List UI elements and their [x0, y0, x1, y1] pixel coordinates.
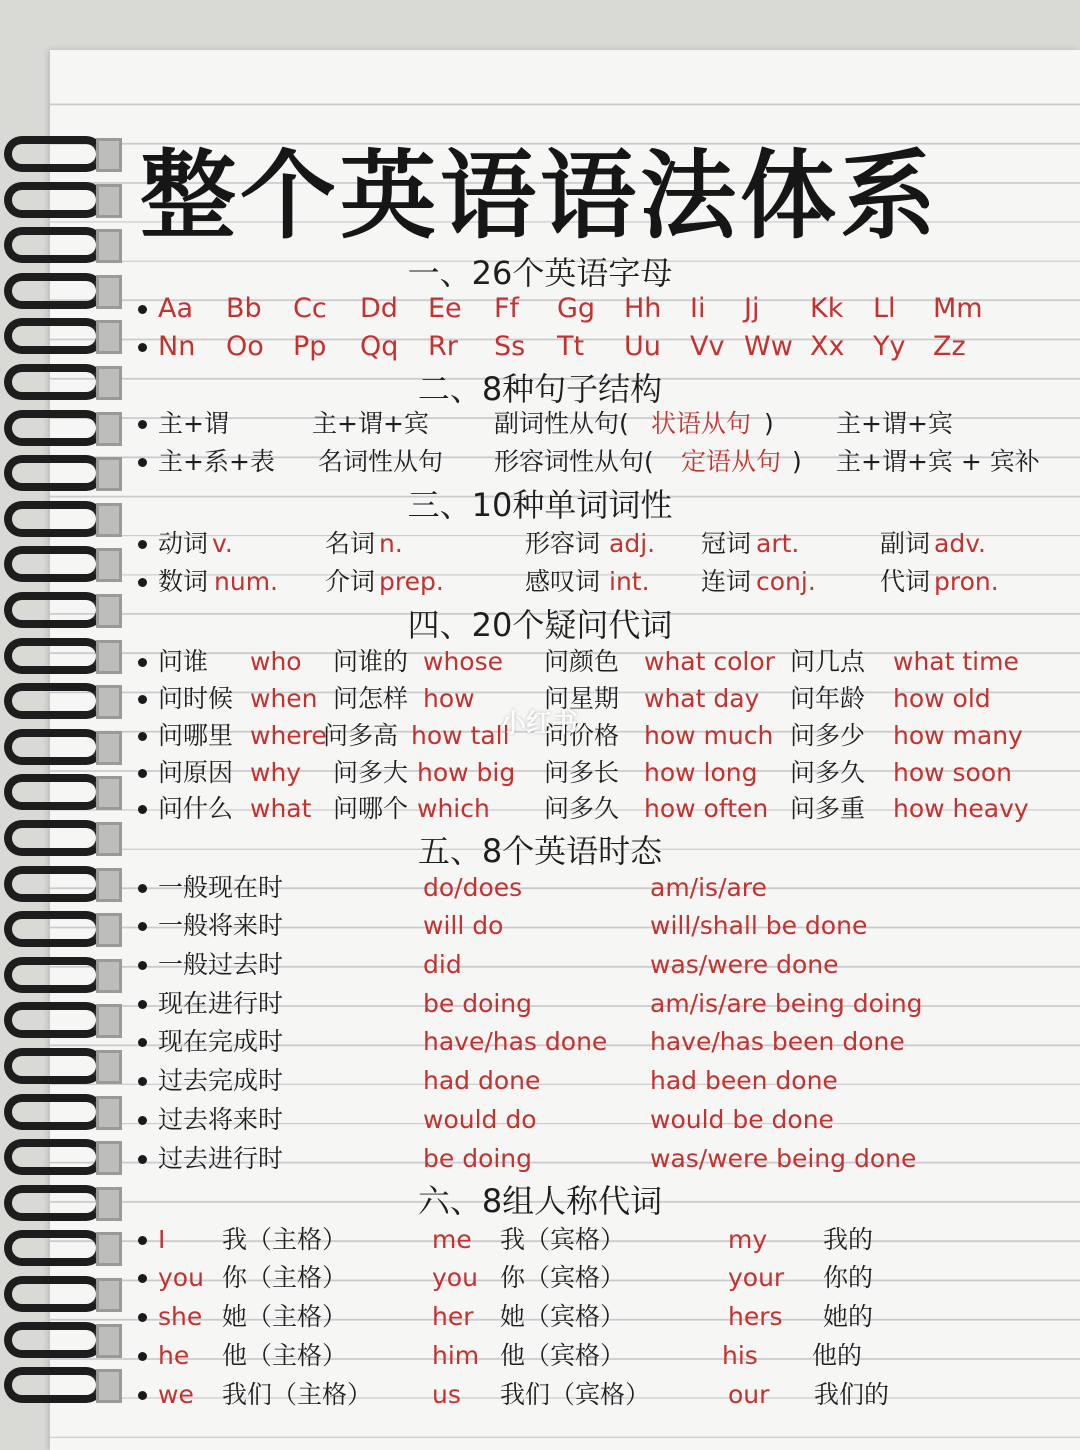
letter-row	[0, 293, 1080, 331]
tense-row	[0, 1026, 1080, 1064]
tense-item: have/has done	[423, 1027, 608, 1056]
tense-item: 现在进行时	[158, 989, 284, 1018]
bullet-dot	[138, 1391, 147, 1400]
section-heading-questions: 四、20个疑问代词	[407, 606, 673, 644]
bullet-dot	[138, 769, 147, 778]
question-item: 问哪里	[158, 721, 234, 750]
bullet-dot	[138, 1116, 147, 1125]
pos-item: num.	[214, 567, 278, 596]
letter-pair: Rr	[428, 331, 458, 362]
question-item: 问多久	[790, 758, 866, 787]
pos-item: adv.	[934, 529, 986, 558]
letter-pair: Dd	[360, 293, 398, 324]
pos-item: 介词	[325, 567, 376, 596]
watermark-text: 小红书	[500, 709, 579, 739]
tense-item: 过去进行时	[158, 1144, 284, 1173]
structure-item: 名词性从句	[318, 447, 444, 476]
pronoun-item: 他的	[812, 1341, 863, 1370]
structure-item: )	[792, 447, 802, 476]
pronoun-row	[0, 1301, 1080, 1339]
pronoun-item: 我们（主格）	[222, 1380, 373, 1409]
letter-pair: Xx	[810, 331, 845, 362]
letter-pair: Gg	[557, 293, 596, 324]
bullet-dot	[138, 1352, 147, 1361]
bullet-dot	[138, 1155, 147, 1164]
pronoun-item: his	[722, 1341, 758, 1370]
bullet-dot	[138, 805, 147, 814]
pronoun-item: 他（宾格）	[500, 1341, 626, 1370]
tense-item: would be done	[650, 1105, 834, 1134]
section-heading-letters: 一、26个英语字母	[407, 254, 673, 292]
pos-item: conj.	[756, 567, 816, 596]
tense-item: am/is/are	[650, 873, 767, 902]
structure-row	[0, 408, 1080, 446]
pos-item: prep.	[379, 567, 444, 596]
question-item: 问多高	[323, 721, 399, 750]
pos-row	[0, 528, 1080, 566]
question-item: how soon	[893, 758, 1012, 787]
letter-pair: Cc	[293, 293, 327, 324]
bullet-dot	[138, 1000, 147, 1009]
pronoun-item: 她（宾格）	[500, 1302, 626, 1331]
bullet-dot	[138, 961, 147, 970]
pos-item: 冠词	[701, 529, 752, 558]
letter-pair: Qq	[360, 331, 399, 362]
letter-pair: Uu	[624, 331, 661, 362]
tense-row	[0, 1104, 1080, 1142]
letter-pair: Ii	[690, 293, 706, 324]
question-item: 问多大	[333, 758, 409, 787]
question-row	[0, 757, 1080, 795]
pronoun-item: 他（主格）	[222, 1341, 348, 1370]
tense-item: 一般将来时	[158, 911, 284, 940]
tense-item: am/is/are being doing	[650, 989, 923, 1018]
tense-row	[0, 988, 1080, 1026]
structure-item: 主+谓+宾 + 宾补	[836, 447, 1040, 476]
letter-pair: Aa	[158, 293, 194, 324]
pronoun-row	[0, 1379, 1080, 1417]
question-row	[0, 793, 1080, 831]
section-heading-tenses: 五、8个英语时态	[417, 832, 663, 870]
tense-row	[0, 1143, 1080, 1181]
tense-item: be doing	[423, 1144, 533, 1173]
structure-item: 主+谓+宾	[312, 409, 429, 438]
bullet-dot	[138, 1077, 147, 1086]
question-item: 问多重	[790, 794, 866, 823]
question-item: why	[250, 758, 302, 787]
structure-item: 定语从句	[681, 447, 782, 476]
question-item: how many	[893, 721, 1023, 750]
bullet-dot	[138, 1038, 147, 1047]
question-item: 问原因	[158, 758, 234, 787]
pronoun-row	[0, 1224, 1080, 1262]
pronoun-item: 我（主格）	[222, 1225, 348, 1254]
tense-item: was/were done	[650, 950, 839, 979]
letter-pair: Tt	[557, 331, 585, 362]
structure-item: 形容词性从句(	[494, 447, 654, 476]
structure-item: 主+谓	[158, 409, 229, 438]
question-item: 问多长	[544, 758, 620, 787]
letter-pair: Kk	[810, 293, 844, 324]
tense-item: do/does	[423, 873, 523, 902]
bullet-dot	[138, 343, 147, 352]
tense-item: had done	[423, 1066, 541, 1095]
structure-row	[0, 446, 1080, 484]
tense-item: have/has been done	[650, 1027, 905, 1056]
section-heading-pos: 三、10种单词词性	[407, 486, 673, 524]
structure-item: 状语从句	[651, 409, 752, 438]
letter-row	[0, 331, 1080, 369]
pronoun-item: 我（宾格）	[500, 1225, 626, 1254]
structure-item: 副词性从句(	[494, 409, 629, 438]
question-item: how big	[417, 758, 516, 787]
pronoun-item: her	[432, 1302, 474, 1331]
question-item: how much	[644, 721, 774, 750]
pos-item: 副词	[880, 529, 931, 558]
pos-item: 感叹词	[525, 567, 601, 596]
question-item: 问星期	[544, 684, 620, 713]
structure-item: )	[764, 409, 774, 438]
pronoun-item: 我的	[823, 1225, 874, 1254]
pronoun-item: 你（主格）	[222, 1263, 348, 1292]
pronoun-item: your	[728, 1263, 785, 1292]
pronoun-row	[0, 1262, 1080, 1300]
tense-row	[0, 1065, 1080, 1103]
bullet-dot	[138, 420, 147, 429]
bullet-dot	[138, 922, 147, 931]
question-item: how old	[893, 684, 991, 713]
tense-item: 一般过去时	[158, 950, 284, 979]
tense-item: was/were being done	[650, 1144, 917, 1173]
tense-item: had been done	[650, 1066, 838, 1095]
pos-item: 动词	[158, 529, 209, 558]
pronoun-item: 我们（宾格）	[500, 1380, 651, 1409]
question-item: what time	[893, 647, 1019, 676]
letter-pair: Pp	[293, 331, 327, 362]
tense-item: 现在完成时	[158, 1027, 284, 1056]
pronoun-item: hers	[728, 1302, 783, 1331]
question-item: 问怎样	[333, 684, 409, 713]
structure-item: 主+系+表	[158, 447, 275, 476]
question-item: 问谁的	[333, 647, 409, 676]
question-item: where	[250, 721, 327, 750]
question-item: 问时候	[158, 684, 234, 713]
letter-pair: Zz	[933, 331, 966, 362]
pos-item: 连词	[701, 567, 752, 596]
bullet-dot	[138, 732, 147, 741]
pronoun-item: he	[158, 1341, 190, 1370]
pos-item: 形容词	[525, 529, 601, 558]
letter-pair: Bb	[226, 293, 262, 324]
bullet-dot	[138, 658, 147, 667]
tense-item: would do	[423, 1105, 537, 1134]
letter-pair: Ee	[428, 293, 462, 324]
tense-item: 过去将来时	[158, 1105, 284, 1134]
tense-item: 一般现在时	[158, 873, 284, 902]
bullet-dot	[138, 1236, 147, 1245]
question-item: which	[417, 794, 490, 823]
question-item: who	[250, 647, 302, 676]
pronoun-item: me	[432, 1225, 472, 1254]
pos-item: art.	[756, 529, 800, 558]
pronoun-item: him	[432, 1341, 480, 1370]
question-item: how long	[644, 758, 758, 787]
question-item: how tall	[411, 721, 510, 750]
pos-item: n.	[379, 529, 403, 558]
bullet-dot	[138, 305, 147, 314]
question-item: 问什么	[158, 794, 234, 823]
question-item: 问价格	[544, 721, 620, 750]
bullet-dot	[138, 884, 147, 893]
letter-pair: Ww	[744, 331, 793, 362]
bullet-dot	[138, 1274, 147, 1283]
pos-item: pron.	[934, 567, 999, 596]
question-item: what	[250, 794, 312, 823]
letter-pair: Hh	[624, 293, 662, 324]
pos-item: 数词	[158, 567, 209, 596]
pronoun-item: we	[158, 1380, 194, 1409]
section-heading-structures: 二、8种句子结构	[417, 370, 663, 408]
question-item: 问多少	[790, 721, 866, 750]
question-item: what day	[644, 684, 760, 713]
tense-row	[0, 872, 1080, 910]
pos-item: 代词	[880, 567, 931, 596]
pronoun-item: 你的	[823, 1263, 874, 1292]
pos-item: int.	[609, 567, 650, 596]
pronoun-item: my	[728, 1225, 768, 1254]
letter-pair: Nn	[158, 331, 196, 362]
letter-pair: Ss	[494, 331, 526, 362]
letter-pair: Mm	[933, 293, 983, 324]
section-heading-pronouns: 六、8组人称代词	[417, 1182, 663, 1220]
question-item: how	[423, 684, 475, 713]
bullet-dot	[138, 578, 147, 587]
question-item: what color	[644, 647, 775, 676]
tense-item: will/shall be done	[650, 911, 868, 940]
letter-pair: Yy	[873, 331, 906, 362]
tense-item: did	[423, 950, 462, 979]
bullet-dot	[138, 1313, 147, 1322]
question-row	[0, 646, 1080, 684]
tense-row	[0, 910, 1080, 948]
pronoun-item: she	[158, 1302, 203, 1331]
bullet-dot	[138, 695, 147, 704]
pos-item: 名词	[325, 529, 376, 558]
pronoun-item: 她的	[823, 1302, 874, 1331]
letter-pair: Jj	[744, 293, 760, 324]
question-item: 问哪个	[333, 794, 409, 823]
tense-row	[0, 949, 1080, 987]
structure-item: 主+谓+宾	[836, 409, 953, 438]
pronoun-item: you	[158, 1263, 204, 1292]
bullet-dot	[138, 540, 147, 549]
tense-item: 过去完成时	[158, 1066, 284, 1095]
page-title: 整个英语语法体系	[140, 140, 940, 252]
pos-row	[0, 566, 1080, 604]
pronoun-item: you	[432, 1263, 478, 1292]
letter-pair: Ff	[494, 293, 520, 324]
letter-pair: Ll	[873, 293, 896, 324]
pronoun-row	[0, 1340, 1080, 1378]
question-item: 问几点	[790, 647, 866, 676]
pos-item: adj.	[609, 529, 656, 558]
pronoun-item: 她（主格）	[222, 1302, 348, 1331]
letter-pair: Vv	[690, 331, 725, 362]
tense-item: will do	[423, 911, 504, 940]
pronoun-item: 我们的	[814, 1380, 890, 1409]
question-item: 问谁	[158, 647, 209, 676]
pronoun-item: I	[158, 1225, 166, 1254]
pos-item: v.	[212, 529, 233, 558]
pronoun-item: our	[728, 1380, 770, 1409]
question-item: whose	[423, 647, 503, 676]
tense-item: be doing	[423, 989, 533, 1018]
pronoun-item: us	[432, 1380, 461, 1409]
question-item: 问年龄	[790, 684, 866, 713]
bullet-dot	[138, 458, 147, 467]
question-item: how heavy	[893, 794, 1029, 823]
letter-pair: Oo	[226, 331, 264, 362]
question-item: how often	[644, 794, 769, 823]
question-item: 问颜色	[544, 647, 620, 676]
question-item: when	[250, 684, 318, 713]
pronoun-item: 你（宾格）	[500, 1263, 626, 1292]
question-item: 问多久	[544, 794, 620, 823]
